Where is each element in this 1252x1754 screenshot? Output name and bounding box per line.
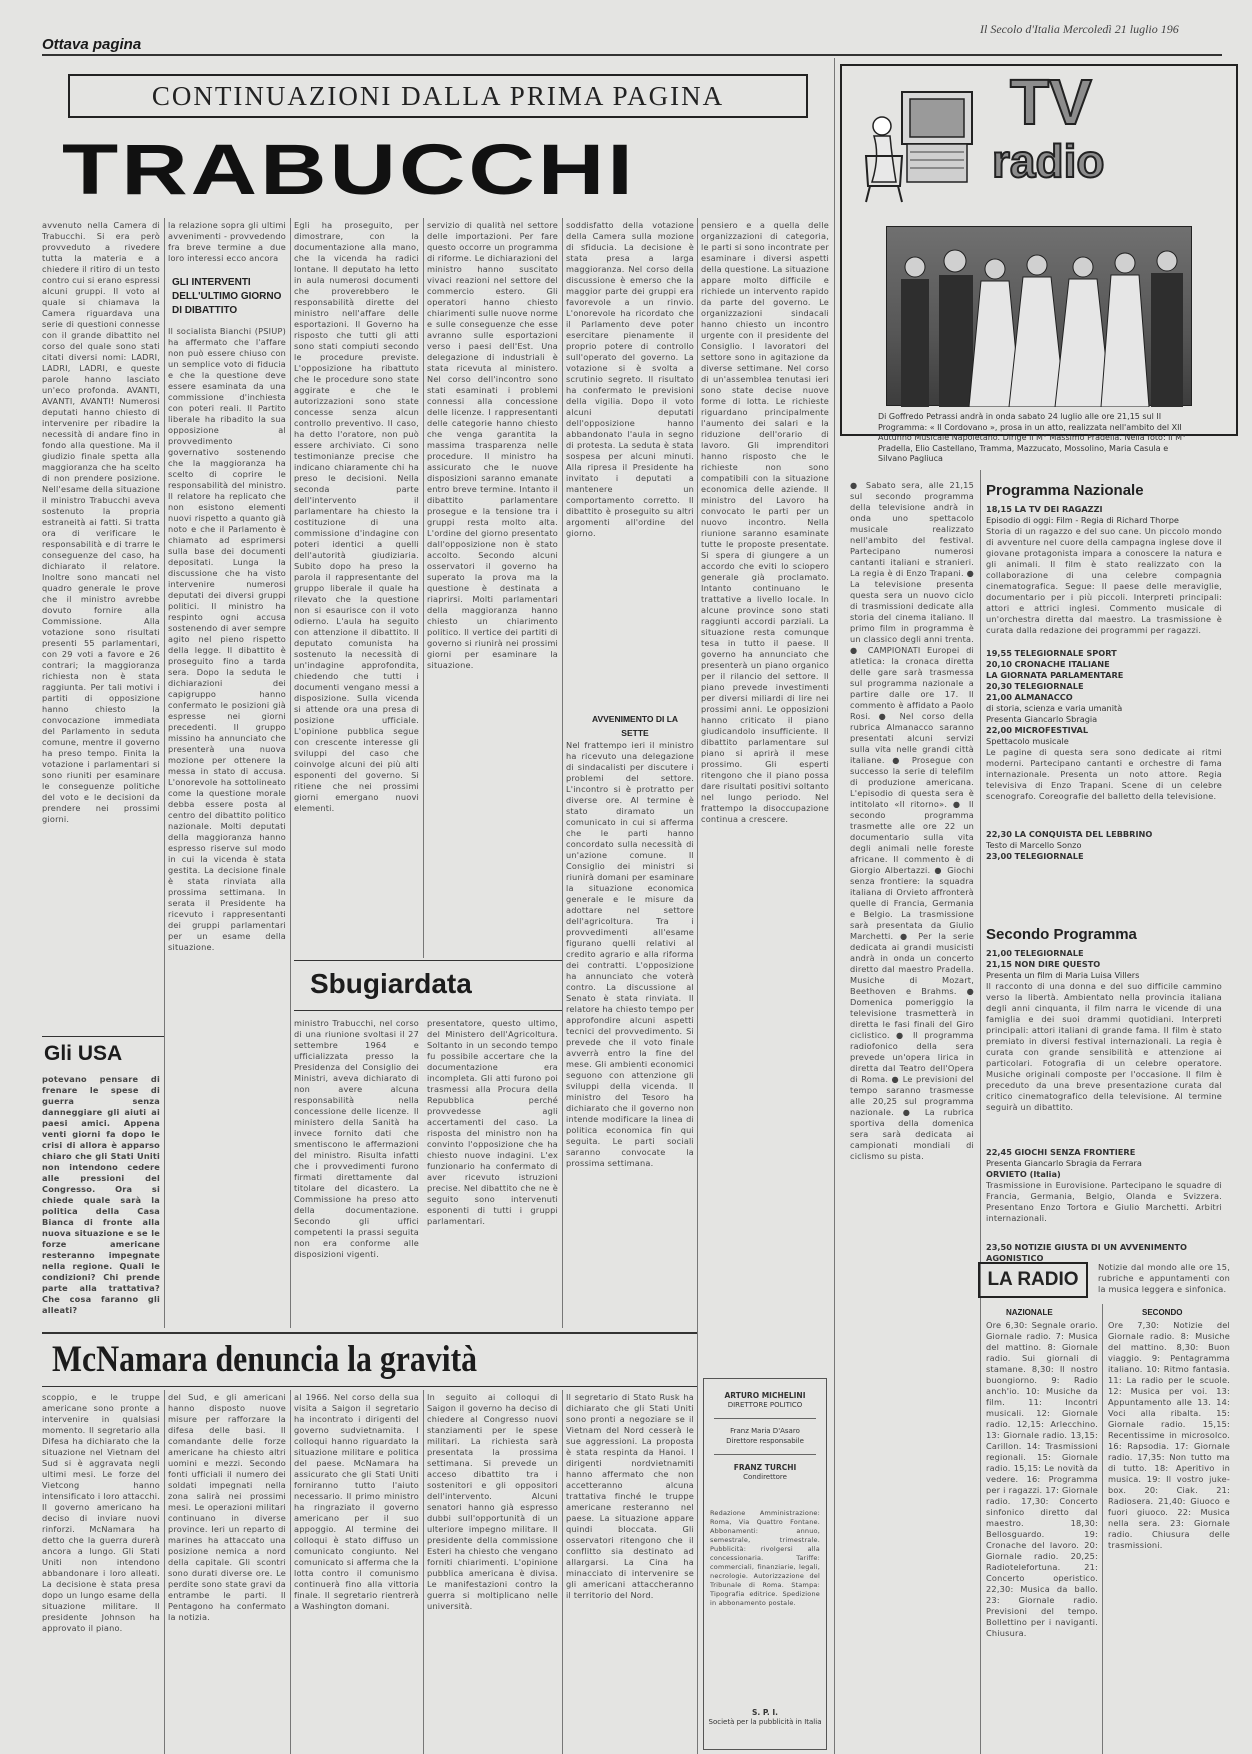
schedule-entry: 21,15 NON DIRE QUESTO — [986, 959, 1101, 969]
schedule-entry: 22,45 GIOCHI SENZA FRONTIERE — [986, 1147, 1136, 1157]
masthead-box — [703, 1378, 827, 1750]
schedule-entry: ORVIETO (Italia) — [986, 1169, 1061, 1179]
article-column: la relazione sopra gli ultimi avvenimenti - provvedendo fra breve termine a due loro interessi ecco ancora — [168, 220, 286, 263]
schedule-entry: 22,30 LA CONQUISTA DEL LEBBRINO — [986, 829, 1153, 839]
tv-set-illustration — [862, 86, 982, 206]
column-rule — [562, 218, 563, 1328]
article-column: Il segretario di Stato Rusk ha dichiarato che gli Stati Uniti sono pronti a negoziare se il Vietnam del Nord cesserà le sue aggressioni. La proposta è stata respinta da Hanoi. I dirigenti nordvietnamiti hanno affermato che non accetteranno alcuna trattativa finché le truppe americane resteranno nel paese. La situazione appare quindi bloccata. Gli osservatori ritengono che il conflitto sia destinato ad allargarsi. La Cina ha minacciato di intervenire se gli americani attaccheranno il territorio del Nord. — [566, 1392, 694, 1600]
schedule-description: Trasmissione in Eurovisione. Partecipano le squadre di Francia, Germania, Belgio, Olanda e Svizzera. Presentano Enzo Tortora e Giulio Marchetti. Arbitri internazionali. — [986, 1180, 1222, 1223]
article-column: avvenuto nella Camera di Trabucchi. Si era però provveduto a rivedere tutta la materia e a chiedere il ritiro di un testo contro cui si erano espressi alcuni gruppi. Il voto al quale si chiamava la Camera riguardava una serie di questioni connesse con il grande dibattito nel corso del quale sono stati citati diversi nomi: LADRI, LADRI, LADRI, e queste parole hanno lasciato un'eco profonda. AVANTI, AVANTI, AVANTI! Numerosi deputati hanno chiesto di intervenire per ribadire la necessità di andare fino in fondo alla questione. Ma il giudizio finale spetta alla maggioranza che ha scelto di non prendere posizione. Nell'esame della situazione il ministro Trabucchi aveva sostenuto la propria estraneità ai fatti. Si tratta ora di verificare le responsabilità e di trarre le conseguenze del caso, ha dichiarato il relatore. Inoltre sono mancati nel quadro generale le prove che il ministro avrebbe dovuto fornire alla Commissione. Alla votazione sono risultati presenti 55 parlamentari, con 29 voti a favore e 26 contrari; la maggioranza richiesta non è stata raggiunta. Per tali motivi i partiti di opposizione hanno chiesto la convocazione immediata del Parlamento in seduta comune, mentre il governo ha preso tempo. Finita la votazione i parlamentari si sono riuniti per esaminare le conseguenze politiche del voto e le decisioni da prendere nei prossimi giorni. — [42, 220, 160, 824]
masthead-footer-note: Società per la pubblicità in Italia — [708, 1717, 822, 1726]
schedule-entry: 23,00 TELEGIORNALE — [986, 851, 1084, 861]
director-role: DIRETTORE POLITICO — [727, 1400, 803, 1409]
usa-headline: Gli USA — [44, 1042, 123, 1065]
schedule-entry: 22,00 MICROFESTIVAL — [986, 725, 1089, 735]
national-schedule — [986, 504, 1230, 862]
schedule-description: Il racconto di una donna e del suo difficile cammino verso la libertà. Ambientato nella provincia italiana degli anni cinquanta, il film narra le vicende di una famiglia e dei suoi drammi quotidiani. Interpreti principali: attori italiani di grande fama. Il film è stato premiato in diversi festival internazionali. La regia è curata con grande sensibilità e attenzione ai particolari. Fotografia di un celebre operatore. Musiche originali composte per l'occasione. Il film è preceduto da una breve presentazione curata dal critico cinematografico della televisione. Al termine seguirà un dibattito. — [986, 981, 1222, 1112]
second-schedule — [986, 948, 1230, 1264]
schedule-entry: di storia, scienza e varia umanità — [986, 703, 1123, 713]
schedule-description: Le pagine di questa sera sono dedicate ai ritmi moderni. Partecipano cantanti e orchestre di fama internazionale. Presenta un noto attore. Regia televisiva di Enzo Trapani. Scene di un celebre scenografo. Coreografie del balletto della televisione. — [986, 747, 1222, 801]
tv-logo: TV — [1010, 66, 1092, 138]
editor2-name: FRANZ TURCHI — [733, 1463, 797, 1472]
schedule-entry: 20,30 TELEGIORNALE — [986, 681, 1084, 691]
schedule-description: Storia di un ragazzo e del suo cane. Un piccolo mondo di avventure nel cuore della campagna inglese dove il giovane protagonista impara a conoscere la natura e gli animali. Il film è stato realizzato con la collaborazione di una celebre compagnia cinematografica. Segue: Il paese delle meraviglie, documentario per i più piccoli. Interpreti principali: attori e attrici inglesi. Commento musicale di un'orchestra diretta dal maestro. La trasmissione è curata dalla redazione dei programmi per ragazzi. — [986, 526, 1222, 635]
schedule-entry: 21,00 TELEGIORNALE — [986, 948, 1084, 958]
schedule-entry: 23,50 NOTIZIE GIUSTA DI UN AVVENIMENTO AGONISTICO — [986, 1242, 1187, 1263]
cast-photo — [886, 226, 1192, 406]
radio-national-column: Ore 6,30: Segnale orario. Giornale radio. 7: Musica del mattino. 8: Giornale radio. Sui giornali di stamane. 8,30: Il nostro buongiorno. 9: Radio anch'io. 10: Musiche da film. 11: Incontri musicali. 12: Giornale radio. 12,15: Arlecchino. 13: Giornale radio. 13,15: Carillon. 14: Trasmissioni regionali. 15: Giornale radio. 15,15: Le novità da vedere. 16: Programma per i ragazzi. 17: Giornale radio. 17,30: Concerto sinfonico diretto dal maestro. 18,30: Bellosguardo. 19: Cronache del lavoro. 20: Giornale radio. 20,25: Radiotelefortuna. 21: Concerto operistico. 22,30: Musica da ballo. 23: Giornale radio. Previsioni del tempo. Bollettino per i naviganti. Chiusura. — [986, 1320, 1098, 1638]
schedule-entry: Episodio di oggi: Film - Regia di Richard Thorpe — [986, 515, 1179, 525]
schedule-entry: Presenta Giancarlo Sbragia da Ferrara — [986, 1158, 1142, 1168]
photo-caption: Di Goffredo Petrassi andrà in onda sabato 24 luglio alle ore 21,15 sul II Programma: « Il Cordovano », prosa in un atto, realizzata nell'ambito del XII Autunno Musicale Napoletano. Dirige il M° Massimo Pradella. Nella foto: il M° Pradella, Elio Castellano, Tramma, Mazzucato, Mossolino, Maria Casula e Silvano Pagliuca — [878, 412, 1187, 463]
schedule-entry: Presenta un film di Maria Luisa Villers — [986, 970, 1140, 980]
schedule-entry: 20,10 CRONACHE ITALIANE — [986, 659, 1110, 669]
column-rule — [423, 218, 424, 958]
continuation-banner: CONTINUAZIONI DALLA PRIMA PAGINA — [68, 74, 808, 118]
editor2-role: Condirettore — [743, 1472, 787, 1481]
tv-notes-column: ● Sabato sera, alle 21,15 sul secondo programma della televisione andrà in onda uno spettacolo musicale realizzato nell'ambito del festival. Partecipano numerosi cantanti italiani e stranieri. La regia è di Enzo Trapani. ● La televisione presenta questa sera un nuovo ciclo di trasmissioni dedicate alla storia del cinema italiano. Il primo film in programma è un classico degli anni trenta. ● CAMPIONATI Europei di atletica: la cronaca diretta delle gare sarà trasmessa sul programma nazionale a partire dalle ore 17. Il commento è affidato a Paolo Rosi. ● Nel corso della rubrica Almanacco saranno presentati alcuni servizi sulla vita nelle grandi città italiane. ● Prosegue con successo la serie di telefilm di produzione americana. L'episodio di questa sera è intitolato «Il ritorno». ● Il secondo programma trasmette alle ore 22 un documentario sulla vita degli animali nelle foreste africane. Il commento è di Giorgio Albertazzi. ● Giochi senza frontiere: la squadra italiana di Orvieto affronterà quelle di Francia, Germania e Belgio. La trasmissione sarà presentata da Giulio Marchetti. ● Per la serie dedicata ai grandi musicisti andrà in onda un concerto diretto dal maestro Pradella. Musiche di Mozart, Beethoven e Brahms. ● Domenica pomeriggio la televisione trasmetterà in diretta le fasi finali del Giro ciclistico. ● Il programma radiofonico della sera prevede un'opera lirica in diretta dal Teatro dell'Opera di Roma. ● Le previsioni del tempo saranno trasmesse alle 20,25 sul programma nazionale. ● La rubrica sportiva della domenica sera sarà dedicata ai campionati mondiali di ciclismo su pista. — [850, 480, 974, 1161]
radio-intro: Notizie dal mondo alle ore 15, rubriche e appuntamenti con la musica leggera e sinfonica. — [1098, 1262, 1230, 1294]
second-program-title: Secondo Programma — [986, 926, 1137, 943]
radio-national-label: NAZIONALE — [1006, 1308, 1053, 1317]
radio-logo: radio — [992, 135, 1105, 187]
column-rule — [834, 58, 835, 1754]
article-column: Il socialista Bianchi (PSIUP) ha affermato che l'affare non può essere chiuso con un semplice voto di fiducia e che la questione deve essere esaminata da una commissione d'inchiesta con poteri reali. Il Partito liberale ha ribadito la sua opposizione al provvedimento governativo sostenendo che la maggioranza ha scelto di coprire le responsabilità del ministro. Il relatore ha replicato che non esistono elementi nuovi rispetto a quanto già noto e che il Parlamento è chiamato ad esprimersi sulla base dei documenti depositati. Lunga la discussione che ha visto intervenire numerosi deputati dei diversi gruppi politici. Il ministro ha respinto ogni accusa sostenendo di aver sempre agito nel pieno rispetto della legge. Il dibattito è proseguito fino a tarda sera. Dopo la seduta le dichiarazioni dei capigruppo hanno confermato le posizioni già espresse nei giorni precedenti. Il gruppo missino ha annunciato che presenterà una nuova mozione per ottenere la messa in stato di accusa. L'onorevole ha sottolineato come la questione morale debba essere posta al centro del dibattito politico nazionale. Molti deputati della maggioranza hanno espresso riserve sul modo in cui la vicenda è stata gestita. La decisione finale è stata rinviata alla prossima settimana. In serata il Presidente ha ricevuto i rappresentanti dei gruppi parlamentari per un esame della situazione. — [168, 326, 286, 952]
article-column: del Sud, e gli americani hanno disposto nuove misure per rafforzare la difesa delle basi. Il comandante delle forze americane ha chiesto altri uomini e mezzi. Secondo fonti ufficiali il numero dei soldati impegnati nella zona salirà nei prossimi mesi. Le operazioni militari continuano in diverse province. Ieri un reparto di marines ha attaccato una posizione nemica a nord della capitale. Gli scontri sono durati diverse ore. Le perdite sono state gravi da entrambe le parti. Il Pentagono ha confermato la notizia. — [168, 1392, 286, 1622]
article-column: pensiero e a quella delle organizzazioni di categoria, le parti si sono incontrate per esaminare i diversi aspetti della questione. La situazione appare molto difficile e richiede un intervento rapido da parte del governo. Le organizzazioni sindacali hanno chiesto un incontro urgente con il presidente del Consiglio. I lavoratori del settore sono in agitazione da diverse settimane. Nel corso di un'assemblea tenutasi ieri sono state decise nuove forme di lotta. Le richieste riguardano principalmente l'aumento dei salari e la riduzione dell'orario di lavoro. Gli imprenditori hanno risposto che le richieste non sono compatibili con la situazione economica delle aziende. Il ministro del Lavoro ha convocato le parti per un nuovo incontro. Nella riunione saranno esaminate tutte le proposte presentate. Si spera di giungere a un accordo che eviti lo sciopero generale già proclamato. Intanto continuano le trattative a livello locale. In alcune province sono stati raggiunti accordi parziali. La situazione resta comunque tesa in tutto il paese. Il governo ha annunciato che presenterà un piano organico per il rilancio del settore. Il piano prevede investimenti per diversi miliardi di lire nei prossimi anni. Le opposizioni hanno criticato il piano giudicandolo insufficiente. Il dibattito parlamentare sul piano si aprirà il mese prossimo. Gli esperti ritengono che il piano possa dare risultati positivi soltanto nel lungo periodo. Nel frattempo la disoccupazione continua a crescere. — [701, 220, 829, 824]
main-headline: TRABUCCHI — [62, 130, 636, 210]
sbugiardata-headline: Sbugiardata — [310, 968, 472, 999]
radio-section-title: LA RADIO — [978, 1262, 1088, 1298]
article-column: Egli ha proseguito, per dimostrare, con la documentazione alla mano, che la vicenda ha radici lontane. Il deputato ha letto in aula numerosi documenti che proverebbero le responsabilità dirette del ministro nell'affare delle esportazioni. Il Governo ha risposto che tutti gli atti sono stati compiuti secondo le procedure previste. L'opposizione ha ribattuto che le procedure sono state aggirate e che le autorizzazioni sono state concesse senza alcun controllo preventivo. Il caso, ha detto l'oratore, non può essere archiviato. Ci sono testimonianze precise che indicano chiaramente chi ha preso le decisioni. Nella seconda parte dell'intervento il parlamentare ha chiesto la costituzione di una commissione d'indagine con poteri identici a quelli dell'autorità giudiziaria. Subito dopo ha preso la parola il rappresentante del gruppo liberale il quale ha rilevato che la questione non si esaurisce con il voto odierno. L'aula ha seguito con attenzione il dibattito. Il deputato comunista ha sostenuto la necessità di un'indagine approfondita, chiedendo che tutti i documenti vengano messi a disposizione. Sulla vicenda si attende ora una presa di posizione ufficiale. L'opinione pubblica segue con crescente interesse gli sviluppi del caso che coinvolge alcuni dei più alti esponenti del governo. Si ritiene che nei prossimi giorni emergano nuovi elementi. — [294, 220, 419, 813]
schedule-entry: 19,55 TELEGIORNALE SPORT — [986, 648, 1117, 658]
editor1-role: Direttore responsabile — [726, 1436, 804, 1445]
masthead-footer: S. P. I. — [751, 1708, 779, 1717]
director-name: ARTURO MICHELINI — [724, 1391, 806, 1400]
schedule-entry: Testo di Marcello Sonzo — [986, 840, 1082, 850]
article-column: soddisfatto della votazione della Camera sulla mozione di sfiducia. La decisione è stata presa a larga maggioranza. Nel corso della discussione è emerso che la maggior parte dei gruppi era favorevole a un rinvio. L'onorevole ha ricordato che il Parlamento deve poter esercitare pienamente il proprio potere di controllo sull'operato del governo. La votazione si è svolta a scrutinio segreto. Il risultato ha confermato le previsioni della vigilia. Dopo il voto alcuni deputati dell'opposizione hanno abbandonato l'aula in segno di protesta. La seduta è stata sospesa per alcuni minuti. Alla ripresa il Presidente ha invitato i deputati a mantenere un comportamento corretto. Il dibattito è proseguito su altri argomenti all'ordine del giorno. — [566, 220, 694, 538]
article-column: scoppio, e le truppe americane sono pronte a intervenire in qualsiasi momento. Il segretario alla Difesa ha dichiarato che la situazione nel Vietnam del Sud si è aggravata negli ultimi mesi. Le forze del Vietcong hanno intensificato i loro attacchi. Il governo americano ha deciso di inviare nuovi rinforzi. McNamara ha detto che la guerra durerà ancora a lungo. Gli Stati Uniti non intendono abbandonare i loro alleati. La decisione è stata presa dopo un lungo esame della situazione militare. Il presidente Johnson ha approvato il piano. — [42, 1392, 160, 1633]
national-program-title: Programma Nazionale — [986, 482, 1144, 499]
radio-second-label: SECONDO — [1142, 1308, 1183, 1317]
masthead-date: Il Secolo d'Italia Mercoledì 21 luglio 196 — [980, 22, 1179, 36]
column-rule — [290, 218, 291, 1328]
article-column: ministro Trabucchi, nel corso di una riunione svoltasi il 27 settembre 1964 e ufficializzata presso la Presidenza del Consiglio dei Ministri, aveva dichiarato di non avere alcuna responsabilità nella concessione delle licenze. Il ministero della Sanità ha invece fornito dati che smentiscono le affermazioni del ministro. Risulta infatti che i provvedimenti furono firmati direttamente dal titolare del dicastero. La Commissione ha preso atto della documentazione. Secondo gli uffici competenti la prassi seguita non era conforme alle disposizioni vigenti. — [294, 1018, 419, 1259]
subhead-interventi: GLI INTERVENTI DELL'ULTIMO GIORNO DI DIBATTITO — [172, 277, 282, 316]
header-rule — [42, 54, 1222, 56]
schedule-entry: LA GIORNATA PARLAMENTARE — [986, 670, 1124, 680]
article-column: Nel frattempo ieri il ministro ha ricevuto una delegazione di sindacalisti per discutere i problemi del settore. L'incontro si è protratto per diverse ore. Al termine è stato diramato un comunicato in cui si afferma che le parti hanno concordato sulla necessità di un'azione comune. Il Consiglio dei ministri si riunirà domani per esaminare la situazione economica generale e le misure da adottare nel settore dell'agricoltura. Tra i provvedimenti all'esame figurano quelli relativi al credito agrario e alla riforma dei contratti. L'opposizione ha annunciato che voterà contro. La discussione al Senato è stata rinviata. Il relatore ha chiesto tempo per approfondire alcuni aspetti tecnici del provvedimento. Si prevede che il voto finale avverrà entro la fine del mese. Gli ambienti economici seguono con attenzione gli sviluppi della vicenda. Il ministro del Tesoro ha dichiarato che il governo non intende modificare la linea di politica economica fin qui seguita. Le parti sociali saranno convocate la prossima settimana. — [566, 740, 694, 1168]
radio-second-column: Ore 7,30: Notizie del Giornale radio. 8: Musiche del mattino. 8,30: Buon viaggio. 9: Pentagramma italiano. 10: Ritmo fantasia. 11: La radio per le scuole. 12: Musica per voi. 13: Appuntamento alle 13. 14: Voci alla ribalta. 15: Giornale radio. 15,15: Recentissime in microsolco. 16: Rapsodia. 17: Giornale radio. 17,35: Non tutto ma di tutto. 18: Aperitivo in musica. 19: Il vostro juke-box. 20: Ciak. 21: Radiosera. 21,40: Giuoco e fuori giuoco. 22: Musica nella sera. 23: Giornale radio. Chiusura delle trasmissioni. — [1108, 1320, 1230, 1550]
cast-figures — [887, 227, 1193, 407]
mcnamara-headline: McNamara denuncia la gravità — [52, 1339, 478, 1380]
editor1-name: Franz Maria D'Asaro — [730, 1427, 800, 1435]
subhead-avvenimento: AVVENIMENTO DI LA SETTE — [591, 714, 679, 738]
article-column: presentatore, questo ultimo, del Ministero dell'Agricoltura. Soltanto in un secondo tempo fu possibile accertare che la documentazione era incompleta. Gli atti furono poi trasmessi alla Procura della Repubblica perché provvedesse agli accertamenti del caso. La risposta del ministro non ha convinto l'opposizione che ha chiesto nuove indagini. L'ex funzionario ha confermato di aver ricevuto istruzioni precise. Nel dibattito che ne è seguito sono intervenuti esponenti di tutti i gruppi parlamentari. — [427, 1018, 558, 1226]
schedule-entry: Spettacolo musicale — [986, 736, 1069, 746]
schedule-entry: Presenta Giancarlo Sbragia — [986, 714, 1098, 724]
column-rule — [164, 218, 165, 1328]
article-column: potevano pensare di frenare le spese di guerra senza danneggiare gli aiuti ai paesi amici. Appena venti giorni fa dopo le crisi di allora è apparso chiaro che gli Stati Uniti non intendono cedere alle pressioni del Congresso. Ora si chiede quale sarà la politica della Casa Bianca di fronte alla nuova situazione e se le forze americane resteranno impegnate nella regione. Quali le condizioni? Chi prende parte alla trattativa? Che cosa faranno gli alleati? — [42, 1074, 160, 1315]
article-column: In seguito ai colloqui di Saigon il governo ha deciso di chiedere al Congresso nuovi stanziamenti per le spese militari. La richiesta sarà presentata la prossima settimana. Si prevede un acceso dibattito tra i sostenitori e gli oppositori dell'intervento. Alcuni senatori hanno già espresso dubbi sull'opportunità di un ulteriore impegno militare. Il presidente della commissione Esteri ha chiesto che vengano forniti chiarimenti. L'opinione pubblica americana è divisa. Le manifestazioni contro la guerra si moltiplicano nelle università. — [427, 1392, 558, 1611]
page-folio: Ottava pagina — [42, 36, 142, 53]
column-rule — [697, 218, 698, 1754]
schedule-entry: 21,00 ALMANACCO — [986, 692, 1073, 702]
schedule-entry: 18,15 LA TV DEI RAGAZZI — [986, 504, 1103, 514]
article-column: al 1966. Nel corso della sua visita a Saigon il segretario ha incontrato i dirigenti del governo sudvietnamita. I colloqui hanno riguardato la situazione militare e politica del paese. McNamara ha assicurato che gli Stati Uniti forniranno tutto l'aiuto necessario. Il primo ministro ha ringraziato il governo americano per il suo appoggio. Al termine dei colloqui è stato diffuso un comunicato congiunto. Nel comunicato si afferma che la lotta contro il comunismo continuerà fino alla vittoria finale. Il segretario rientrerà a Washington domani. — [294, 1392, 419, 1611]
masthead-details: Redazione Amministrazione: Roma, Via Quattro Fontane. Abbonamenti: annuo, semestrale, trimestrale. Pubblicità: rivolgersi alla concessionaria. Tariffe: commerciali, finanziarie, legali, necrologie. Autorizzazione del Tribunale di Roma. Stampa: Tipografia editrice. Spedizione in abbonamento postale. — [710, 1509, 820, 1607]
article-column: servizio di qualità nel settore delle importazioni. Per fare questo occorre un programma di riforme. Le dichiarazioni del ministro hanno suscitato vivaci reazioni nel settore del commercio estero. Gli operatori hanno chiesto chiarimenti sulle nuove norme e sulle conseguenze che esse avranno sulle esportazioni verso i paesi dell'Est. Una delegazione di industriali è stata ricevuta al ministero. Nel corso dell'incontro sono stati esaminati i problemi connessi alla concessione delle licenze. I rappresentanti delle categorie hanno chiesto che venga garantita la massima trasparenza nelle procedure. Il ministro ha assicurato che le nuove disposizioni saranno emanate entro breve termine. Intanto il dibattito parlamentare prosegue e la tensione tra i gruppi resta molto alta. L'ordine del giorno presentato dall'opposizione non è stato accolto. Secondo alcuni osservatori il governo ha superato la prova ma la questione è destinata a riaprirsi. Molti parlamentari della maggioranza hanno chiesto un chiarimento politico. Il vertice dei partiti di governo si riunirà nei prossimi giorni per esaminare la situazione. — [427, 220, 558, 670]
